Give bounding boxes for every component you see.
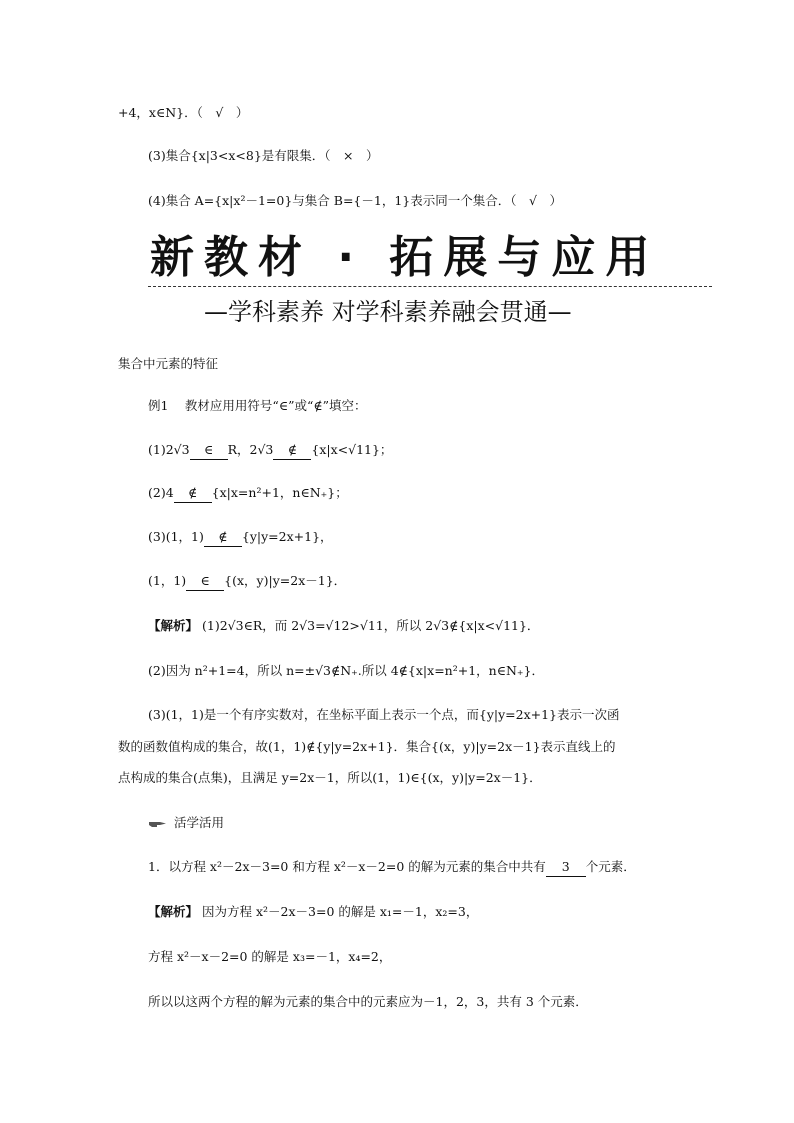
text-line: (4)集合 A={x|x²－1=0}与集合 B={－1，1}表示同一个集合．（ √ ） bbox=[148, 193, 562, 208]
answer-blank: ∉ bbox=[204, 528, 242, 547]
solution-text: 因为方程 x²－2x－3=0 的解是 x₁=－1，x₂=3， bbox=[198, 904, 479, 919]
question-1 bbox=[148, 441, 392, 460]
pointing-hand-icon bbox=[148, 819, 168, 829]
q1-mid: R，2√3 bbox=[227, 442, 274, 457]
q3-pre: (3)(1，1) bbox=[148, 529, 204, 544]
practice-heading bbox=[148, 814, 224, 832]
example-intro: 例1 教材应用用符号“∈”或“∉”填空： bbox=[148, 398, 367, 413]
solution-3: 所以以这两个方程的解为元素的集合中的元素应为－1，2，3，共有 3 个元素． bbox=[148, 994, 588, 1009]
question-2 bbox=[148, 484, 348, 503]
text-line: +4，x∈N}．（ √ ） bbox=[118, 105, 249, 120]
text-line: (3)集合{x|3<x<8}是有限集．（ × ） bbox=[148, 148, 379, 163]
analysis-text: (1)2√3∈R，而 2√3=√12>√11，所以 2√3∉{x|x<√11}． bbox=[198, 618, 540, 633]
analysis-3-line-2: 数的函数值构成的集合，故(1，1)∉{y|y=2x+1}．集合{(x，y)|y=2x－1}表示直线上的 bbox=[118, 739, 616, 754]
solution-2: 方程 x²－x－2=0 的解是 x₃=－1，x₄=2， bbox=[148, 949, 392, 964]
answer-blank: 3 bbox=[546, 858, 586, 877]
banner-subtitle: —学科素养 对学科素养融会贯通— bbox=[204, 298, 572, 326]
solution-1 bbox=[148, 903, 478, 921]
answer-blank: ∉ bbox=[273, 441, 311, 460]
analysis-label: 【解析】 bbox=[148, 618, 199, 633]
answer-blank: ∈ bbox=[186, 572, 224, 591]
practice-q-post: 个元素． bbox=[585, 859, 636, 874]
question-3 bbox=[148, 528, 333, 547]
q4-post: {(x，y)|y=2x－1}． bbox=[224, 573, 347, 588]
practice-label: 活学活用 bbox=[174, 815, 225, 830]
analysis-2: (2)因为 n²+1=4，所以 n=±√3∉N₊.所以 4∉{x|x=n²+1，n∈N₊}． bbox=[148, 663, 544, 678]
q3-post: {y|y=2x+1}， bbox=[241, 529, 333, 544]
answer-blank: ∈ bbox=[190, 441, 228, 460]
answer-blank: ∉ bbox=[174, 484, 212, 503]
practice-question bbox=[148, 858, 636, 877]
section-title: 集合中元素的特征 bbox=[118, 356, 219, 371]
practice-q-pre: 1．以方程 x²－2x－3=0 和方程 x²－x－2=0 的解为元素的集合中共有 bbox=[148, 859, 546, 874]
analysis-3-line-3: 点构成的集合(点集)，且满足 y=2x－1，所以(1，1)∈{(x，y)|y=2x－1}． bbox=[118, 770, 542, 785]
banner-divider bbox=[148, 286, 712, 287]
analysis-3-line-1: (3)(1，1)是一个有序实数对，在坐标平面上表示一个点，而{y|y=2x+1}表示一次函 bbox=[148, 707, 620, 722]
section-banner bbox=[150, 232, 710, 284]
analysis-1 bbox=[148, 617, 539, 635]
question-4 bbox=[148, 572, 346, 591]
q1-post: {x|x<√11}； bbox=[311, 442, 393, 457]
q1-pre: (1)2√3 bbox=[148, 442, 190, 457]
q4-pre: (1，1) bbox=[148, 573, 187, 588]
q2-post: {x|x=n²+1，n∈N₊}； bbox=[211, 485, 348, 500]
q2-pre: (2)4 bbox=[148, 485, 174, 500]
solution-label: 【解析】 bbox=[148, 904, 199, 919]
banner-title: 新教材 · 拓展与应用 bbox=[150, 232, 660, 283]
